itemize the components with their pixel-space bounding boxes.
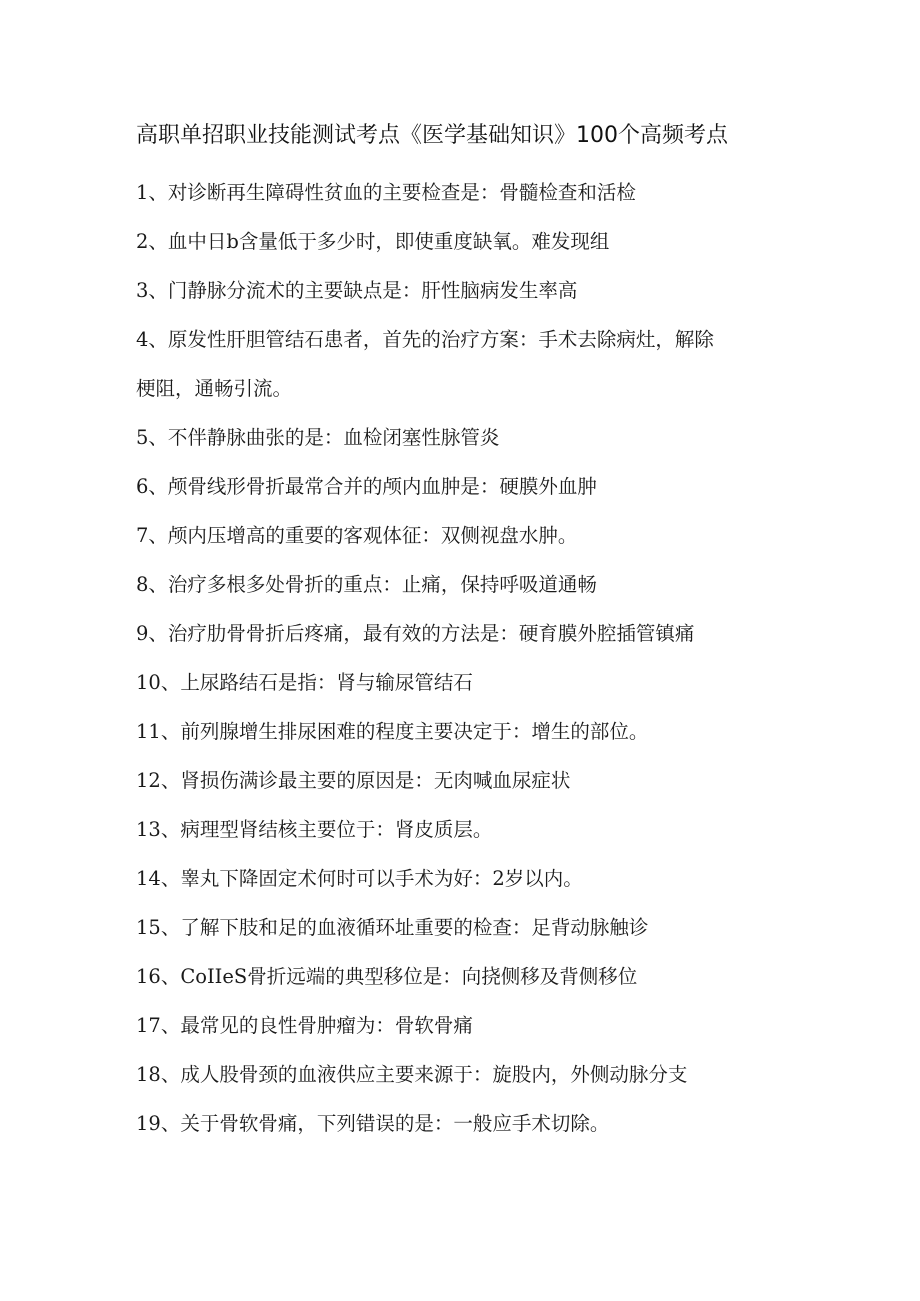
list-item: 5、不伴静脉曲张的是：血检闭塞性脉管炎 bbox=[136, 426, 500, 449]
list-item: 19、关于骨软骨痛，下列错误的是：一般应手术切除。 bbox=[136, 1112, 610, 1135]
list-item: 15、了解下肢和足的血液循环址重要的检查：足背动脉触诊 bbox=[136, 916, 649, 939]
list-item: 6、颅骨线形骨折最常合并的颅内血肿是：硬膜外血肿 bbox=[136, 475, 597, 498]
list-item: 10、上尿路结石是指：肾与输尿管结石 bbox=[136, 671, 473, 694]
document-title: 高职单招职业技能测试考点《医学基础知识》100个高频考点 bbox=[136, 123, 728, 148]
list-item: 14、睾丸下降固定术何时可以手术为好：2岁以内。 bbox=[136, 867, 583, 890]
list-item: 18、成人股骨颈的血液供应主要来源于：旋股内，外侧动脉分支 bbox=[136, 1063, 688, 1086]
list-item: 9、治疗肋骨骨折后疼痛，最有效的方法是：硬育膜外腔插管镇痛 bbox=[136, 622, 695, 645]
list-item: 17、最常见的良性骨肿瘤为：骨软骨痛 bbox=[136, 1014, 473, 1037]
list-item: 13、病理型肾结核主要位于：肾皮质层。 bbox=[136, 818, 493, 841]
list-item: 2、血中日b含量低于多少时，即使重度缺氧。难发现组 bbox=[136, 230, 610, 253]
list-item: 8、治疗多根多处骨折的重点：止痛，保持呼吸道通畅 bbox=[136, 573, 597, 596]
list-item: 7、颅内压增高的重要的客观体征：双侧视盘水肿。 bbox=[136, 524, 578, 547]
list-item: 1、对诊断再生障碍性贫血的主要检查是：骨髓检查和活检 bbox=[136, 181, 636, 204]
list-item: 3、门静脉分流术的主要缺点是：肝性脑病发生率高 bbox=[136, 279, 578, 302]
list-item: 16、CoIIeS骨折远端的典型移位是：向挠侧移及背侧移位 bbox=[136, 965, 638, 988]
list-item: 11、前列腺增生排尿困难的程度主要决定于：增生的部位。 bbox=[136, 720, 649, 743]
list-item: 4、原发性肝胆管结石患者，首先的治疗方案：手术去除病灶，解除 bbox=[136, 328, 714, 351]
list-item-continuation: 梗阻，通畅引流。 bbox=[136, 377, 293, 400]
knowledge-point-list bbox=[136, 168, 786, 1148]
list-item: 12、肾损伤满诊最主要的原因是：无肉喊血尿症状 bbox=[136, 769, 571, 792]
